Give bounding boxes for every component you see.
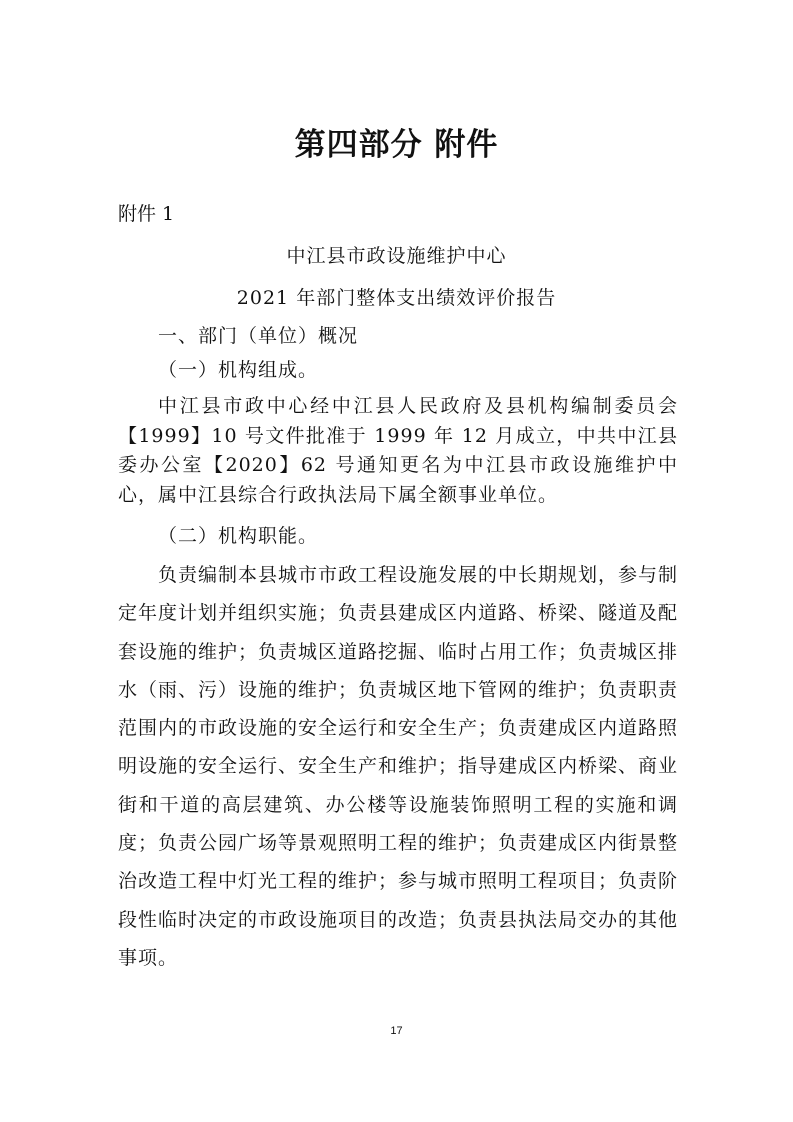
paragraph-organization: 中江县市政中心经中江县人民政府及县机构编制委员会【1999】10 号文件批准于 1999 年 12 月成立，中共中江县委办公室【2020】62 号通知更名为中江县市政设施维护中心，属中江县综合行政执法局下属全额事业单位。 bbox=[118, 395, 678, 506]
paragraph-functions: 负责编制本县城市市政工程设施发展的中长期规划，参与制定年度计划并组织实施；负责县建成区内道路、桥梁、隧道及配套设施的维护；负责城区道路挖掘、临时占用工作；负责城区排水（雨、污）设施的维护；负责城区地下管网的维护；负责职责范围内的市政设施的安全运行和安全生产；负责建成区内道路照明设施的安全运行、安全生产和维护；指导建成区内桥梁、商业街和干道的高层建筑、办公楼等设施装饰照明工程的实施和调度；负责公园广场等景观照明工程的维护；负责建成区内街景整治改造工程中灯光工程的维护；参与城市照明工程项目；负责阶段性临时决定的市政设施项目的改造；负责县执法局交办的其他事项。 bbox=[118, 564, 679, 969]
section-heading-overview: 一、部门（单位）概况 bbox=[158, 325, 359, 347]
report-title-line1: 中江县市政设施维护中心 bbox=[286, 245, 507, 267]
attachment-label: 附件 1 bbox=[118, 203, 175, 225]
subsection-heading-organization: （一）机构组成。 bbox=[158, 359, 319, 381]
report-title-line2: 2021 年部门整体支出绩效评价报告 bbox=[236, 287, 557, 309]
page-number: 17 bbox=[390, 1025, 403, 1037]
page-title: 第四部分 附件 bbox=[294, 127, 499, 163]
subsection-heading-functions: （二）机构职能。 bbox=[158, 525, 319, 547]
